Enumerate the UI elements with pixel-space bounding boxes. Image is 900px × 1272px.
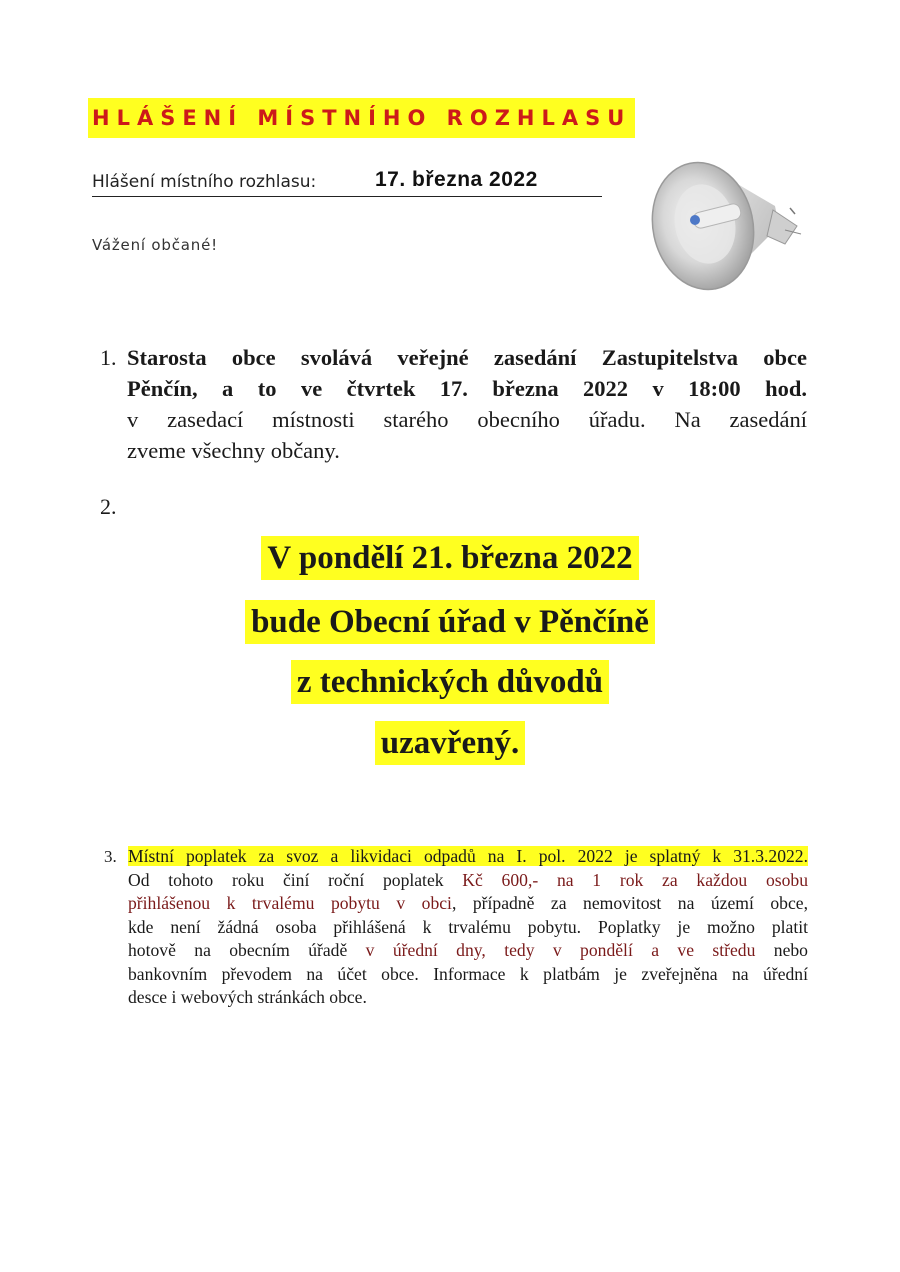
item-3-line-6: bankovním převodem na účet obce. Informace k platbám je zveřejněna na úřední bbox=[128, 963, 808, 984]
item-3-line-2a: Od tohoto roku činí roční poplatek bbox=[128, 869, 463, 890]
announcement-line-2 bbox=[0, 604, 900, 641]
subtitle-row bbox=[92, 168, 602, 197]
page-title: HLÁŠENÍ MÍSTNÍHO ROZHLASU bbox=[88, 98, 635, 138]
item-3-residents: přihlášenou k trvalému pobytu v obci bbox=[128, 893, 452, 913]
item-1-line-4: zveme všechny občany. bbox=[127, 438, 340, 463]
announcement-line-4 bbox=[0, 725, 900, 762]
item-3-fee: Kč 600,- na 1 rok za každou osobu bbox=[462, 869, 808, 890]
item-3-line-3 bbox=[128, 892, 808, 916]
announcement-text-1: V pondělí 21. března 2022 bbox=[261, 536, 638, 580]
item-3-text bbox=[128, 845, 808, 1010]
item-1-line-2: Pěnčín, a to ve čtvrtek 17. března 2022 v 18:00 hod. bbox=[127, 376, 807, 401]
item-1-line-3: v zasedací místnosti starého obecního úřadu. Na zasedání bbox=[127, 407, 807, 432]
item-3-line-1 bbox=[128, 845, 808, 869]
announcement-text-2: bude Obecní úřad v Pěnčíně bbox=[245, 600, 655, 644]
item-number-3: 3. bbox=[104, 847, 117, 866]
item-1-line-1: Starosta obce svolává veřejné zasedání Zastupitelstva obce bbox=[127, 345, 807, 370]
item-3-line-5a: hotově na obecním úřadě bbox=[128, 940, 366, 960]
item-3-line-4: kde není žádná osoba přihlášená k trvalému pobytu. Poplatky je možno platit bbox=[128, 916, 808, 937]
subtitle-label: Hlášení místního rozhlasu: bbox=[92, 172, 317, 192]
item-number-1: 1. bbox=[100, 345, 117, 370]
item-3-line-3b: , případně za nemovitost na území obce, bbox=[451, 893, 808, 913]
announcement-line-1 bbox=[0, 540, 900, 577]
subtitle-date: 17. března 2022 bbox=[375, 168, 538, 191]
greeting: Vážení občané! bbox=[92, 236, 218, 254]
announcement-text-3: z technických důvodů bbox=[291, 660, 609, 704]
item-3-line-5c: nebo bbox=[755, 940, 808, 960]
item-3-line-5 bbox=[128, 939, 808, 963]
announcement-line-3 bbox=[0, 664, 900, 701]
announcement-text-4: uzavřený. bbox=[375, 721, 525, 765]
item-3-highlight: Místní poplatek za svoz a likvidaci odpadů na I. pol. 2022 je splatný k 31.3.2022. bbox=[128, 846, 808, 866]
item-3-line-7: desce i webových stránkách obce. bbox=[128, 987, 367, 1007]
item-number-2: 2. bbox=[100, 494, 117, 519]
loudspeaker-icon bbox=[645, 148, 810, 308]
item-3-line-2 bbox=[128, 869, 808, 893]
item-1-text bbox=[127, 342, 807, 466]
item-3-office-days: v úřední dny, tedy v pondělí a ve středu bbox=[365, 940, 756, 960]
